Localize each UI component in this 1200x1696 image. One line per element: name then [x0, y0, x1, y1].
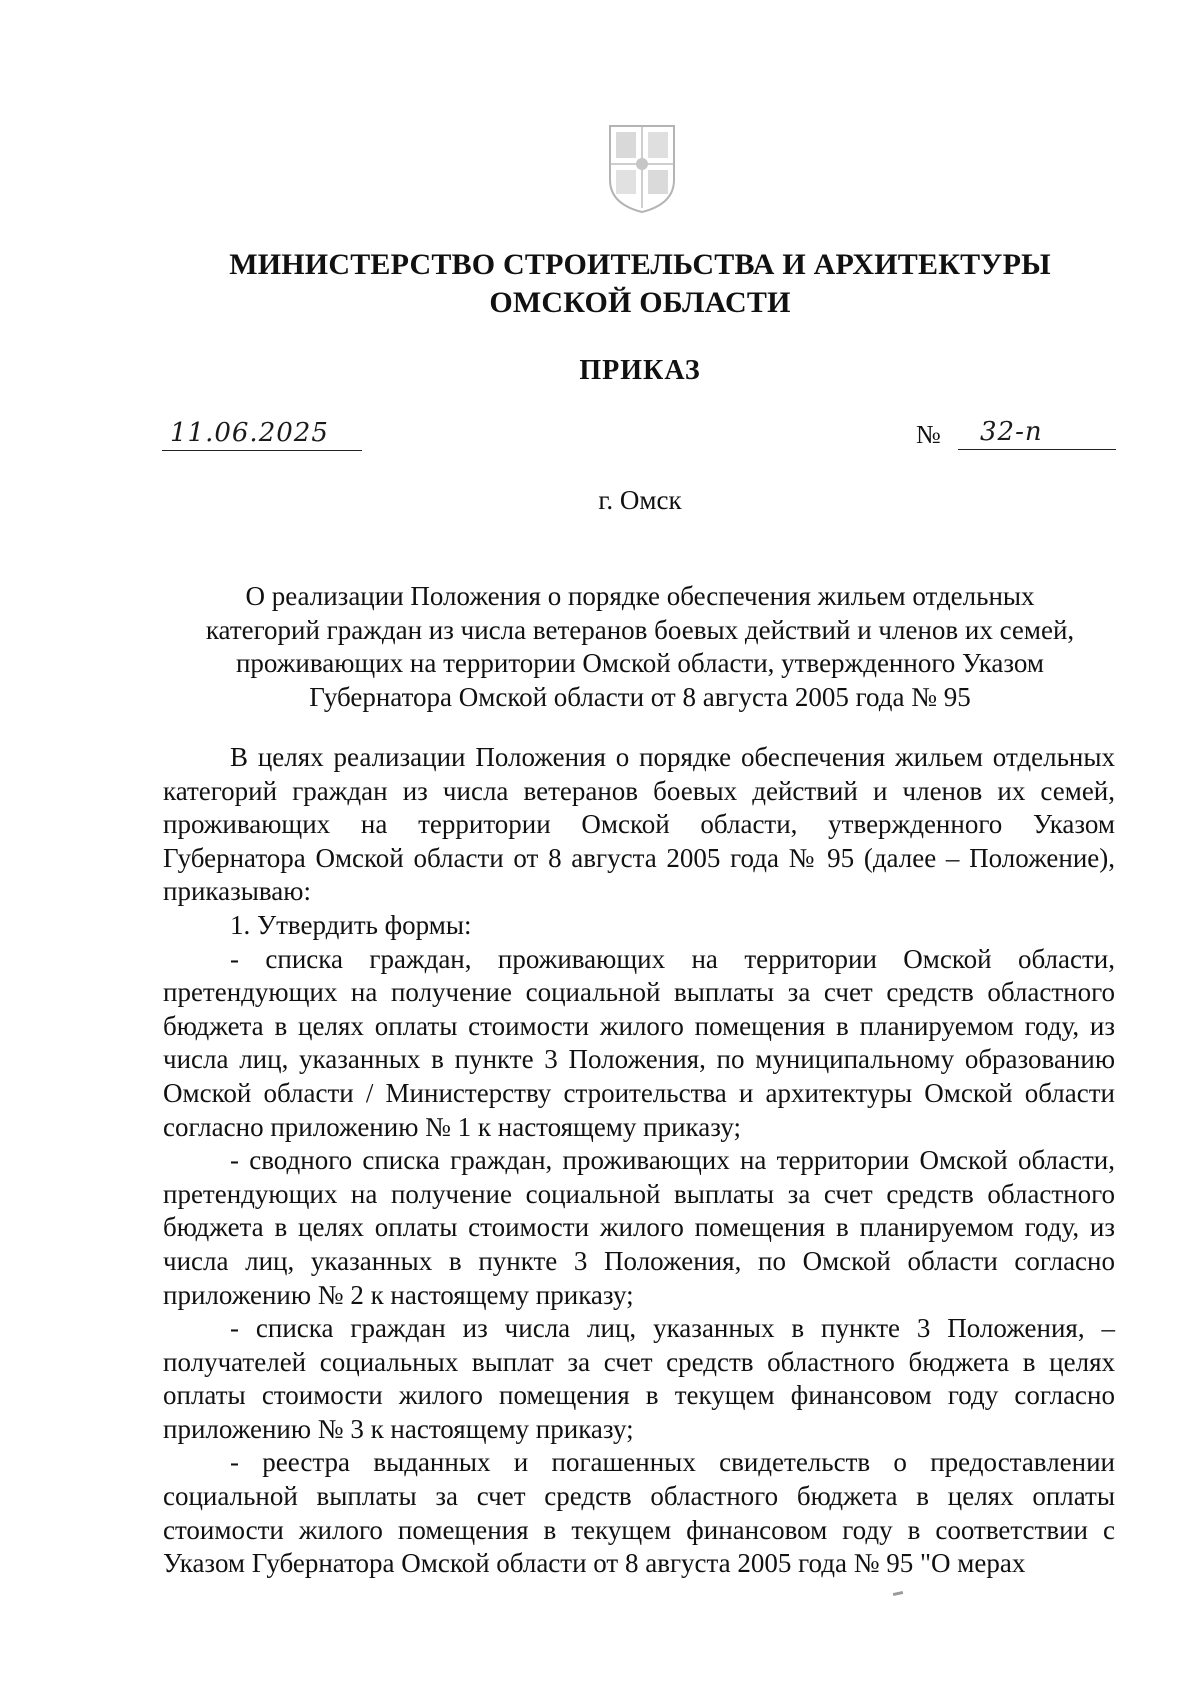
order-number-line	[958, 413, 1116, 450]
subject-line: категорий граждан из числа ветеранов боевых действий и членов их семей,	[205, 614, 1075, 645]
order-date-field	[162, 414, 362, 451]
scan-mark	[893, 1591, 903, 1596]
coat-of-arms-icon	[604, 118, 680, 214]
document-body	[163, 741, 1115, 1581]
body-paragraph-form-recipients-list: - списка граждан из числа лиц, указанных в пункте 3 Положения, – получателей социальных выплат за счет средств областного бюджета в целях оплаты стоимости жилого помещения в текущем финансовом году согласно приложению № 3 к настоящему приказу;	[163, 1313, 1115, 1444]
ministry-name-line2: ОМСКОЙ ОБЛАСТИ	[489, 286, 791, 319]
body-paragraph-form-registry: - реестра выданных и погашенных свидетельств о предоставлении социальной выплаты за счет средств областного бюджета в целях оплаты стоимости жилого помещения в текущем финансовом году в соответствии с Указом Губернатора Омской области от 8 августа 2005 года № 95 "О мерах	[163, 1447, 1115, 1579]
ministry-name	[160, 246, 1120, 322]
number-sign: №	[916, 420, 941, 449]
document-type: ПРИКАЗ	[579, 355, 701, 386]
body-paragraph-preamble: В целях реализации Положения о порядке обеспечения жильем отдельных категорий граждан из числа ветеранов боевых действий и членов их семей, проживающих на территории Омской области, утвержденного Указом Губернатора Омской области от 8 августа 2005 года № 95 (далее – Положение), приказываю:	[163, 742, 1115, 907]
subject-line: Губернатора Омской области от 8 августа 2005 года № 95	[309, 681, 971, 712]
document-subject	[165, 580, 1115, 714]
body-paragraph-item-1: 1. Утвердить формы:	[230, 909, 472, 940]
body-paragraph-form-list: - списка граждан, проживающих на территории Омской области, претендующих на получение социальной выплаты за счет средств областного бюджета в целях оплаты стоимости жилого помещения в планируемом году, из числа лиц, указанных в пункте 3 Положения, по муниципальному образованию Омской области / Министерству строительства и архитектуры Омской области согласно приложению № 1 к настоящему приказу;	[163, 943, 1115, 1142]
body-paragraph-form-consolidated-list: - сводного списка граждан, проживающих на территории Омской области, претендующих на получение социальной выплаты за счет средств областного бюджета в целях оплаты стоимости жилого помещения в планируемом году, из числа лиц, указанных в пункте 3 Положения, по Омской области согласно приложению № 2 к настоящему приказу;	[163, 1145, 1115, 1310]
ministry-name-line1: МИНИСТЕРСТВО СТРОИТЕЛЬСТВА И АРХИТЕКТУРЫ	[229, 248, 1051, 281]
order-date: 11.06.2025	[170, 418, 329, 448]
order-number: 32-п	[980, 417, 1043, 447]
order-number-field	[916, 414, 1116, 450]
subject-line: проживающих на территории Омской области, утвержденного Указом	[235, 648, 1044, 678]
subject-line: О реализации Положения о порядке обеспечения жильем отдельных	[245, 581, 1035, 611]
city: г. Омск	[598, 485, 682, 515]
